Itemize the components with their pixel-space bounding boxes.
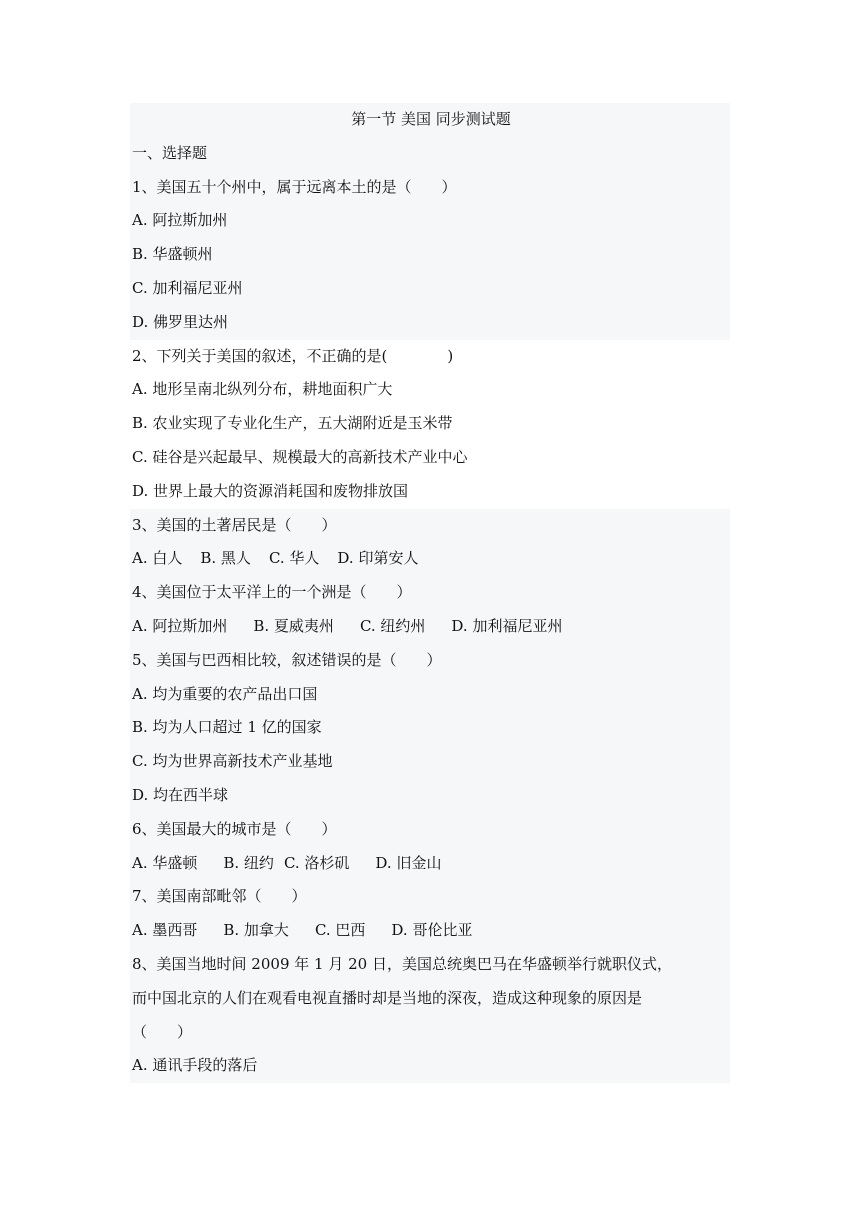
- question-7-option-a: A. 墨西哥: [132, 921, 198, 940]
- question-2-option-d: D. 世界上最大的资源消耗国和废物排放国: [132, 481, 409, 500]
- question-5-stem: 5、美国与巴西相比较，叙述错误的是（ ）: [132, 650, 442, 669]
- document-content: [130, 103, 730, 1083]
- question-4-option-d: D. 加利福尼亚州: [451, 616, 563, 635]
- question-1-option-c: C. 加利福尼亚州: [132, 278, 243, 297]
- question-3-option-b: B. 黑人: [200, 549, 251, 568]
- page-title: 第一节 美国 同步测试题: [351, 110, 511, 128]
- question-3-option-a: A. 白人: [132, 549, 183, 568]
- question-1-option-b: B. 华盛顿州: [132, 245, 213, 264]
- question-7-option-d: D. 哥伦比亚: [391, 921, 473, 940]
- question-8-stem-line-1: 8、美国当地时间 2009 年 1 月 20 日，美国总统奥巴马在华盛顿举行就职仪式，: [132, 954, 672, 973]
- block-q3-q8: [130, 509, 730, 1084]
- question-3-options: [130, 542, 730, 576]
- question-1-option-a: A. 阿拉斯加州: [132, 211, 228, 230]
- question-8-stem-line-2: 而中国北京的人们在观看电视直播时却是当地的深夜，造成这种现象的原因是: [132, 988, 643, 1007]
- question-2-option-a: A. 地形呈南北纵列分布，耕地面积广大: [132, 380, 393, 399]
- question-8-stem-line-3: （ ）: [132, 1022, 193, 1041]
- block-q1: [130, 103, 730, 340]
- question-4-option-c: C. 纽约州: [359, 616, 426, 635]
- question-3-stem: 3、美国的土著居民是（ ）: [132, 515, 337, 534]
- question-4-options: [130, 610, 730, 644]
- question-8-option-a: A. 通讯手段的落后: [132, 1056, 258, 1075]
- question-6-options: [130, 847, 730, 881]
- question-5-option-a: A. 均为重要的农产品出口国: [132, 684, 318, 703]
- question-6-option-c: C. 洛杉矶: [283, 853, 350, 872]
- question-1-stem: 1、美国五十个州中，属于远离本土的是（ ）: [132, 177, 457, 196]
- question-7-stem: 7、美国南部毗邻（ ）: [132, 887, 307, 906]
- question-5-option-d: D. 均在西半球: [132, 785, 229, 804]
- question-7-option-b: B. 加拿大: [223, 921, 289, 940]
- question-6-option-d: D. 旧金山: [375, 853, 442, 872]
- question-3-option-c: C. 华人: [268, 549, 320, 568]
- question-5-option-b: B. 均为人口超过 1 亿的国家: [132, 718, 322, 737]
- question-4-option-b: B. 夏威夷州: [253, 616, 334, 635]
- question-7-options: [130, 914, 730, 948]
- question-2-stem: 2、下列关于美国的叙述，不正确的是( ): [132, 346, 454, 365]
- question-6-option-a: A. 华盛顿: [132, 853, 198, 872]
- question-6-stem: 6、美国最大的城市是（ ）: [132, 819, 337, 838]
- question-4-stem: 4、美国位于太平洋上的一个洲是（ ）: [132, 583, 412, 602]
- question-2-option-c: C. 硅谷是兴起最早、规模最大的高新技术产业中心: [132, 447, 468, 466]
- section-heading: 一、选择题: [132, 143, 208, 162]
- question-3-option-d: D. 印第安人: [337, 549, 419, 568]
- question-4-option-a: A. 阿拉斯加州: [132, 616, 228, 635]
- question-1-option-d: D. 佛罗里达州: [132, 312, 229, 331]
- question-7-option-c: C. 巴西: [314, 921, 366, 940]
- question-5-option-c: C. 均为世界高新技术产业基地: [132, 752, 333, 771]
- block-q2: [130, 340, 730, 509]
- question-6-option-b: B. 纽约: [223, 853, 274, 872]
- question-2-option-b: B. 农业实现了专业化生产，五大湖附近是玉米带: [132, 414, 453, 433]
